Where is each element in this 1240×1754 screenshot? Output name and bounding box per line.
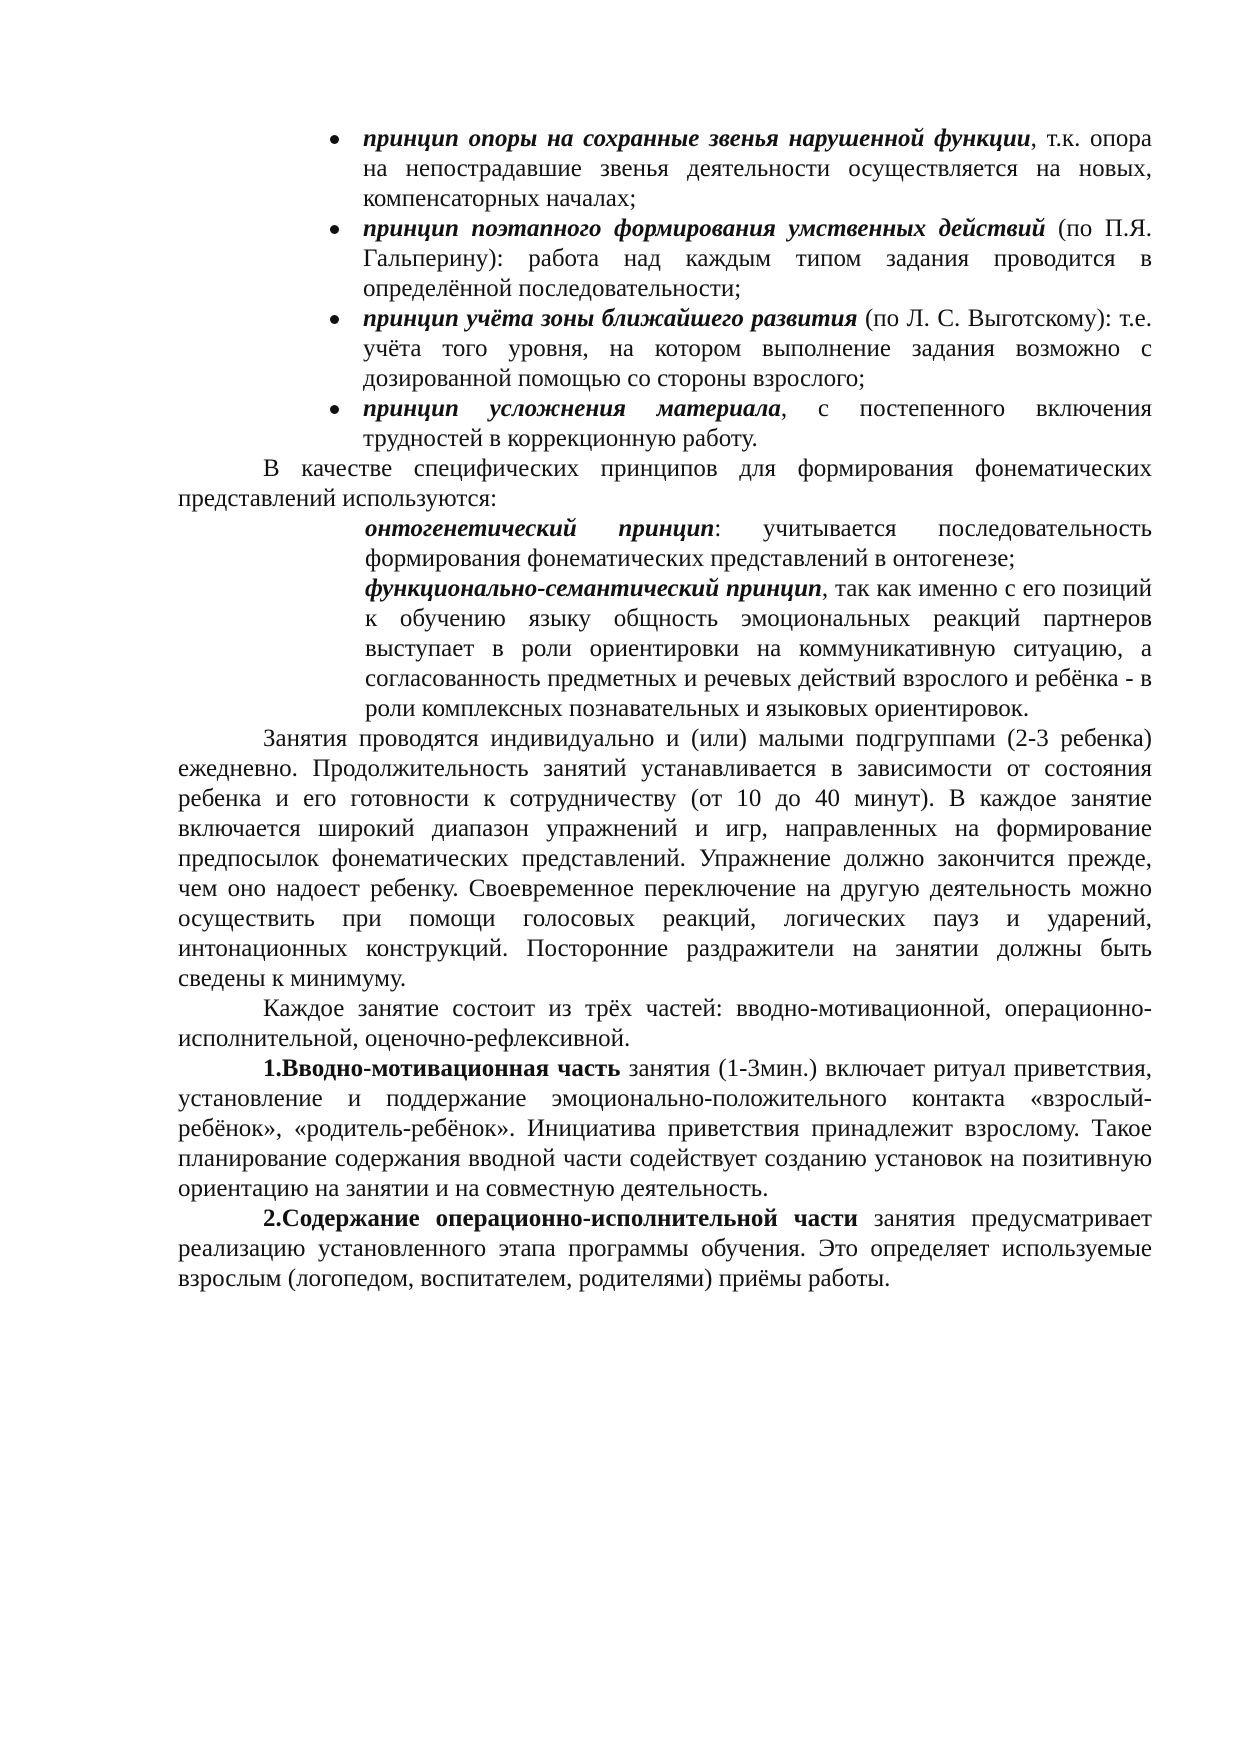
principle-text: (по Л. С. Выготскому): т.е. учёта того уровня, на котором выполнение задания возможно с дозированной помощью со стороны взрослого; bbox=[363, 305, 1152, 392]
specific-principles-intro: В качестве специфических принципов для формирования фонематических представлений используются: bbox=[178, 455, 1152, 512]
specific-principles-list bbox=[178, 514, 1152, 724]
bullet-icon bbox=[330, 225, 339, 234]
principle-text: , так как именно с его позиций к обучению языку общность эмоциональных реакций партнеров выступает в роли ориентировки на коммуникативную ситуацию, а согласованность предметных и речевых действий взрослого и ребёнка - в роли комплексных познавательных и языковых ориентировок. bbox=[365, 575, 1152, 722]
bullet-icon bbox=[330, 315, 339, 324]
part2-text: занятия предусматривает реализацию установленного этапа программы обучения. Это определяет используемые взрослым (логопедом, воспитателем, родителями) приёмы работы. bbox=[178, 1205, 1152, 1292]
principle-text: (по П.Я. Гальперину): работа над каждым типом задания проводится в определённой последовательности; bbox=[363, 215, 1153, 302]
principle-term: принцип опоры на сохранные звенья нарушенной функции bbox=[363, 125, 1031, 152]
list-item bbox=[365, 574, 1152, 724]
bullet-icon bbox=[330, 135, 339, 144]
principle-term: принцип поэтапного формирования умственных действий bbox=[363, 215, 1046, 242]
list-item bbox=[365, 514, 1152, 574]
part2-heading: 2.Содержание операционно-исполнительной части bbox=[263, 1205, 858, 1232]
list-item bbox=[363, 124, 1152, 214]
part1-heading: 1.Вводно-мотивационная часть bbox=[263, 1055, 621, 1082]
list-item bbox=[363, 214, 1152, 304]
part1-paragraph bbox=[178, 1054, 1152, 1204]
sessions-paragraph: Занятия проводятся индивидуально и (или) малыми подгруппами (2-3 ребенка) ежедневно. Продолжительность занятий устанавливается в зависимости от состояния ребенка и его готовности к сотрудничеству (от 10 до 40 минут). В каждое занятие включается широкий диапазон упражнений и игр, направленных на формирование предпосылок фонематических представлений. Упражнение должно закончится прежде, чем оно надоест ребенку. Своевременное переключение на другую деятельность можно осуществить при помощи голосовых реакций, логических пауз и ударений, интонационных конструкций. Посторонние раздражители на занятии должны быть сведены к минимуму. bbox=[178, 725, 1152, 992]
part1-text: занятия (1-3мин.) включает ритуал приветствия, установление и поддержание эмоционально-положительного контакта «взрослый-ребёнок», «родитель-ребёнок». Инициатива приветствия принадлежит взрослому. Такое планирование содержания вводной части содействует созданию установок на позитивную ориентацию на занятии и на совместную деятельность. bbox=[178, 1055, 1152, 1202]
parts-paragraph: Каждое занятие состоит из трёх частей: вводно-мотивационной, операционно-исполнительной, оценочно-рефлексивной. bbox=[178, 995, 1152, 1052]
principle-term: принцип учёта зоны ближайшего развития bbox=[363, 305, 858, 332]
document-page bbox=[178, 124, 1152, 1294]
part2-paragraph bbox=[178, 1204, 1152, 1294]
general-principles-list bbox=[178, 124, 1152, 454]
principle-text: : учитывается последовательность формирования фонематических представлений в онтогенезе; bbox=[365, 515, 1152, 572]
principle-text: , с постепенного включения трудностей в коррекционную работу. bbox=[363, 395, 1153, 452]
bullet-icon bbox=[330, 405, 339, 414]
principle-term: онтогенетический принцип bbox=[365, 515, 715, 542]
principle-text: , т.к. опора на непострадавшие звенья деятельности осуществляется на новых, компенсаторных началах; bbox=[363, 125, 1152, 212]
list-item bbox=[363, 394, 1152, 454]
principle-term: функционально-семантический принцип bbox=[365, 575, 822, 602]
principle-term: принцип усложнения материала bbox=[363, 395, 781, 422]
list-item bbox=[363, 304, 1152, 394]
